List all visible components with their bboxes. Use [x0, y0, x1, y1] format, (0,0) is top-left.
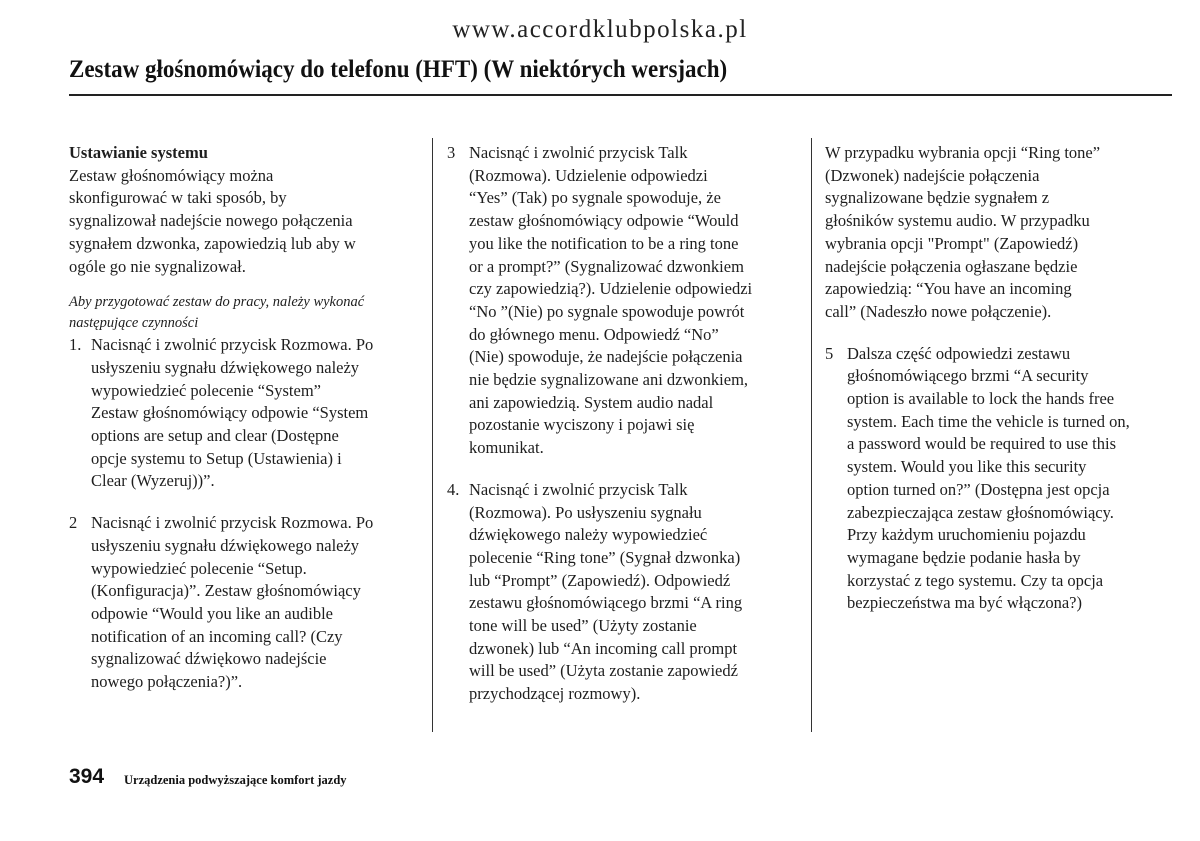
- step-line: korzystać z tego systemu. Czy ta opcja: [847, 570, 1104, 590]
- para-line: sygnalizowane będzie sygnałem z: [825, 188, 1050, 208]
- step-line: (Rozmowa). Po usłyszeniu sygnału: [469, 502, 702, 522]
- section-footer: Urządzenia podwyższające komfort jazdy: [124, 773, 347, 787]
- para-line: nadejście połączenia ogłaszane będzie: [825, 256, 1078, 276]
- column-1: [69, 142, 424, 694]
- step-line: zestawu głośnomówiącego brzmi “A ring: [469, 593, 743, 613]
- step-line: “Yes” (Tak) po sygnale spowoduje, że: [469, 188, 721, 208]
- step-line: dźwiękowego należy wypowiedzieć: [469, 525, 708, 545]
- step-line: you like the notification to be a ring tone: [469, 233, 739, 253]
- step-line: wypowiedzieć polecenie “Setup.: [91, 558, 307, 578]
- step-line: system. Would you like this security: [847, 457, 1087, 477]
- site-url: www.accordklubpolska.pl: [452, 16, 748, 43]
- instructions-intro: [69, 292, 424, 334]
- step-line: przychodzącej rozmowy).: [469, 684, 641, 704]
- step-line: zabezpieczająca zestaw głośnomówiący.: [847, 502, 1114, 522]
- step-line: “No ”(Nie) po sygnale spowoduje powrót: [469, 301, 745, 321]
- step-line: (Konfiguracja)”. Zestaw głośnomówiący: [91, 581, 361, 601]
- step-line: options are setup and clear (Dostępne: [91, 426, 339, 446]
- para-line: (Dzwonek) nadejście połączenia: [825, 165, 1040, 185]
- step-line: lub “Prompt” (Zapowiedź). Odpowiedź: [469, 570, 731, 590]
- step-number: 5: [825, 343, 834, 363]
- step-number: 2: [69, 513, 78, 533]
- para-line: głośników systemu audio. W przypadku: [825, 211, 1090, 231]
- step-line: ani zapowiedzią. System audio nadal: [469, 392, 714, 412]
- intro-paragraph: [69, 165, 424, 279]
- italic-line: następujące czynności: [69, 315, 199, 332]
- step-line: polecenie “Ring tone” (Sygnał dzwonka): [469, 547, 741, 567]
- step-line: odpowie “Would you like an audible: [91, 603, 333, 623]
- intro-line: skonfigurować w taki sposób, by: [69, 188, 287, 208]
- step-line: nowego połączenia?)”.: [91, 672, 243, 692]
- step-2: [69, 512, 424, 694]
- step-line: komunikat.: [469, 438, 544, 458]
- ring-tone-paragraph: [825, 142, 1185, 324]
- step-line: usłyszeniu sygnału dźwiękowego należy: [91, 357, 360, 377]
- step-line: dzwonek) lub “An incoming call prompt: [469, 638, 738, 658]
- column-2: [447, 142, 802, 706]
- title-divider: [69, 94, 1172, 96]
- section-heading: Ustawianie systemu: [69, 143, 208, 162]
- step-4: [447, 479, 802, 706]
- step-text: [469, 142, 802, 460]
- intro-line: ogóle go nie sygnalizował.: [69, 256, 246, 276]
- step-1: [69, 334, 424, 493]
- step-line: option turned on?” (Dostępna jest opcja: [847, 479, 1110, 499]
- page-number: 394: [69, 765, 105, 788]
- step-line: Dalsza część odpowiedzi zestawu: [847, 343, 1071, 363]
- column-3: [825, 142, 1185, 615]
- step-line: bezpieczeństwa ma być włączona?): [847, 593, 1082, 613]
- step-line: sygnalizować dźwiękowo nadejście: [91, 649, 327, 669]
- step-line: or a prompt?” (Sygnalizować dzwonkiem: [469, 256, 744, 276]
- step-3: [447, 142, 802, 460]
- step-line: głośnomówiącego brzmi “A security: [847, 366, 1089, 386]
- step-line: Nacisnąć i zwolnić przycisk Talk: [469, 479, 688, 499]
- step-line: will be used” (Użyta zostanie zapowiedź: [469, 661, 738, 681]
- para-line: wybrania opcji "Prompt" (Zapowiedź): [825, 233, 1079, 253]
- step-line: (Rozmowa). Udzielenie odpowiedzi: [469, 165, 708, 185]
- step-line: do głównego menu. Odpowiedź “No”: [469, 324, 719, 344]
- step-line: Zestaw głośnomówiący odpowie “System: [91, 403, 369, 423]
- step-line: nie będzie sygnalizowane ani dzwonkiem,: [469, 370, 749, 390]
- para-line: zapowiedzią: “You have an incoming: [825, 279, 1072, 299]
- step-line: notification of an incoming call? (Czy: [91, 626, 343, 646]
- step-line: pozostanie wyciszony i pojawi się: [469, 415, 695, 435]
- step-line: Clear (Wyzeruj))”.: [91, 471, 215, 491]
- step-text: [91, 334, 424, 493]
- intro-line: sygnalizował nadejście nowego połączenia: [69, 211, 353, 231]
- step-line: wymagane będzie podanie hasła by: [847, 547, 1081, 567]
- step-line: Nacisnąć i zwolnić przycisk Rozmowa. Po: [91, 513, 374, 533]
- italic-line: Aby przygotować zestaw do pracy, należy wykonać: [69, 294, 365, 311]
- intro-line: Zestaw głośnomówiący można: [69, 165, 274, 185]
- step-number: 1.: [69, 335, 82, 355]
- step-line: Nacisnąć i zwolnić przycisk Talk: [469, 143, 688, 162]
- column-divider-2: [811, 138, 812, 732]
- step-text: [91, 512, 424, 694]
- step-line: opcje systemu to Setup (Ustawienia) i: [91, 448, 342, 468]
- para-line: W przypadku wybrania opcji “Ring tone”: [825, 143, 1101, 162]
- step-line: czy zapowiedzią?). Udzielenie odpowiedzi: [469, 279, 753, 299]
- step-line: option is available to lock the hands free: [847, 389, 1115, 409]
- step-number: 3: [447, 143, 456, 162]
- column-divider-1: [432, 138, 433, 732]
- step-line: system. Each time the vehicle is turned on,: [847, 411, 1130, 431]
- para-line: call” (Nadeszło nowe połączenie).: [825, 301, 1052, 321]
- step-number: 4.: [447, 479, 460, 499]
- step-line: Przy każdym uruchomieniu pojazdu: [847, 525, 1086, 545]
- step-line: usłyszeniu sygnału dźwiękowego należy: [91, 535, 360, 555]
- step-line: Nacisnąć i zwolnić przycisk Rozmowa. Po: [91, 335, 374, 355]
- step-line: zestaw głośnomówiący odpowie “Would: [469, 211, 739, 231]
- page-title: Zestaw głośnomówiący do telefonu (HFT) (W niektórych wersjach): [69, 56, 728, 83]
- step-line: (Nie) spowoduje, że nadejście połączenia: [469, 347, 743, 367]
- step-text: [469, 479, 802, 706]
- step-line: tone will be used” (Użyty zostanie: [469, 616, 697, 636]
- step-line: wypowiedzieć polecenie “System”: [91, 380, 321, 400]
- intro-line: sygnałem dzwonka, zapowiedzią lub aby w: [69, 233, 356, 253]
- step-line: a password would be required to use this: [847, 434, 1116, 454]
- step-5: [825, 343, 1185, 615]
- step-text: [847, 343, 1185, 615]
